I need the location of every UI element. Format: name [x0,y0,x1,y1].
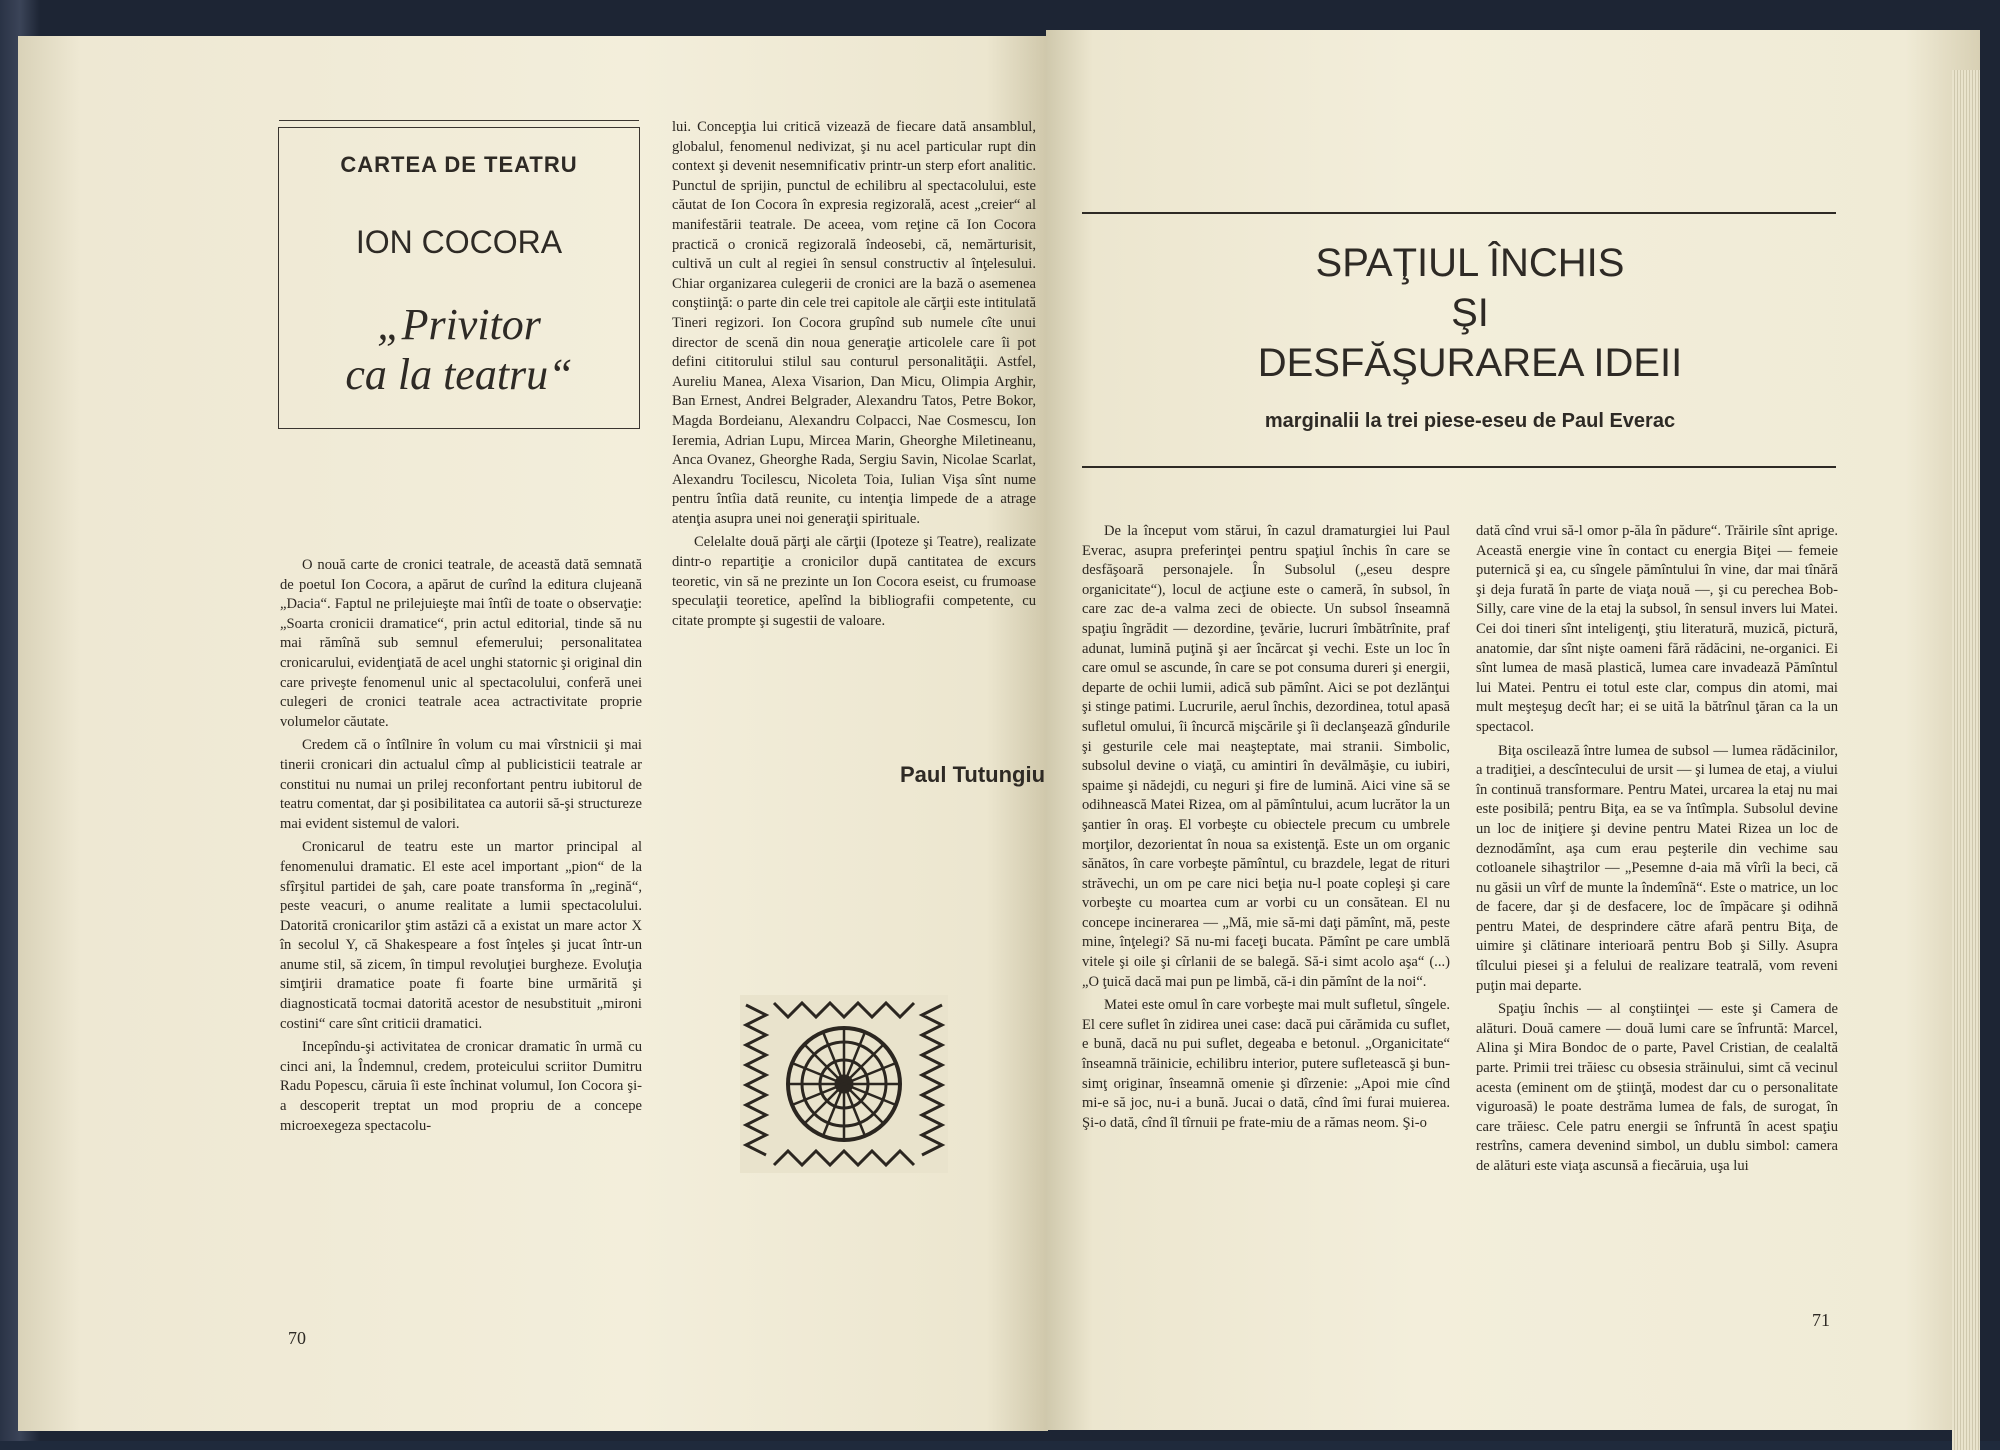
paragraph: Spaţiu închis — al conştiinţei — este şi Camera de alături. Două camere — două lumi care se înfruntă: Marcel, Alina şi Mira Bondoc de o parte, Pavel Cristian, de cealaltă parte. Primii trei trăiesc cu obsesia străinului, simt că vecinul acesta (eminent om de ştiinţă, modest dar cu o personalitate viguroasă) le poate destrăma lumea de fals, de surogat, în care trăiesc. Cele patru energii se înfruntă în acest spaţiu restrîns, camera devenind simbol, un dublu simbol: camera de alături este viaţa ascunsă a fiecăruia, uşa lui [1476,1001,1838,1174]
section-heading: CARTEA DE TEATRU [340,152,578,177]
paragraph: dată cînd vrui să-l omor p-ăla în pădure“. Trăirile sînt aprige. Această energie vine în contact cu energia Biţei — femeie puternică şi ea, cu sîngele pămîntului în vine, dar mai tînără şi deja furată în parte de viaţa nouă —, şi cu perechea Bob-Silly, care vine de la etaj la subsol, în sensul invers lui Matei. Cei doi tineri sînt inteligenţi, ştiu literatură, muzică, pictură, anatomie, dar sînt nişte oameni fără rădăcini, ne-organici. Ei sînt lumea de masă plastică, lumea care invadează Pămîntul lui Matei. Pentru ei totul este clar, compus din atomi, mai mult meşteşug decît har; ei se uită la bătrînul ţăran ca la un spectacol. [1476,523,1838,735]
title-top-rule [1082,212,1836,214]
paragraph: De la început vom stărui, în cazul dramaturgiei lui Paul Everac, asupra preferinţei pentru spaţiul închis în care se desfăşoară personajele. În Subsolul („eseu despre organicitate“), locul de acţiune este o cameră, în subsol, în care zac de-a valma zeci de obiecte. Un subsol înseamnă spaţiu îngrădit — dezordine, ţevărie, lucruri îmbătrînite, praf adunat, lumină puţină şi aer încărcat şi vechi. Este un loc în care omul se ascunde, în care se pot consuma dureri şi energii, departe de ochii lumii, adică sub pămînt. Aici se pot dezlănţui şi stinge patimi. Lucrurile, aerul închis, dezordinea, totul apasă sufletul omului, îi încurcă mişcările şi îi declanşează gîndurile şi gesturile cele mai neaşteptate, mai stranii. Simbolic, subsolul devine o viaţă, cu amintiri în devălmăşie, cu iubiri, spaime şi nădejdi, cu neguri şi fire de lumină. Aici vine să se odihnească Matei Rizea, om al pămîntului, acum lucrător la un şantier în oraş. El vorbeşte cu obiectele precum cu umbrele morţilor, dezorientat în noua sa existenţă. Este un om organic sănătos, în care vorbeşte pămîntul, cu brazdele, legat de rituri străvechi, un om pe care nici beţia nu-l poate copleşi şi care vorbeşte cu moartea cum ar vorbi cu un consătean. El nu concepe incinerarea — „Mă, mie să-mi daţi pămînt, mă, peste mine, înţelegi? Să nu-mi faceţi bucata. Pămînt pe care umblă vitele şi oile şi cîrlanii de se balegă. Să-i simt acolo aşa“ (...) „O ţuică dacă mai pun pe limbă, că-i din pămînt de la noi“. [1082,523,1450,990]
article-title-line-2: ŞI [1451,291,1489,335]
book-title-line-2: ca la teatru“ [345,350,573,399]
book-title-box [278,127,640,429]
title-bottom-rule [1082,466,1836,468]
paragraph: Matei este omul în care vorbeşte mai mult sufletul, sîngele. El cere suflet în zidirea unei case: dacă pui cărămida cu suflet, e bună, dacă nu pui suflet, degeaba e betonul. „Organicitate“ înseamnă trăinicie, echilibru interior, putere sufletească şi bun-simţ originar, înseamnă omenie şi dîrzenie: „Apoi mie cînd mi-e să joc, nu-i a bună. Jucai o dată, cînd îmi furai muierea. Şi-o dată, cînd îl tîrnuii pe frate-miu de a rămas neom. Şi-o [1082,997,1450,1131]
paragraph: Credem că o întîlnire în volum cu mai vîrstnicii şi mai tinerii cronicari din actualul cîmp al publicisticii teatrale ar constitui nu numai un prilej reconfortant pentru iubitorul de teatru comentat, dar şi posibilitatea ca autorii să-şi structureze mai evident sistemul de valori. [280,737,642,832]
left-column-1 [280,556,642,1140]
article-title [1070,238,1870,388]
paragraph: O nouă carte de cronici teatrale, de această dată semnată de poetul Ion Cocora, a apărut de curînd la editura clujeană „Dacia“. Faptul ne prilejuieşte mai întîi de toate o observaţie: „Soarta cronicii dramatice“, prin actul editorial, tinde să nu mai rămînă sub semnul efemerului; personalitatea cronicarului, evidenţiată de acel unghi statornic şi original din care priveşte fenomenul unic al spectacolului, conferă unei culegeri de cronici teatrale acea actractivitate proprie volumelor căutate. [280,557,642,730]
left-column-2 [672,118,1036,635]
page-number-left: 70 [288,1328,306,1348]
right-column-2 [1476,522,1838,1181]
article-title-line-1: SPAŢIUL ÎNCHIS [1315,241,1625,285]
box-top-rule [279,120,639,121]
paragraph: Celelalte două părţi ale cărţii (Ipoteze şi Teatre), realizate dintr-o repartiţie a cronicilor după cantitatea de excurs teoretic, vin să ne prezinte un Ion Cocora eseist, cu frumoase speculaţii teoretice, apelînd la bibliografii competente, cu citate prompte şi sugestii de valoare. [672,534,1036,629]
paragraph: Cronicarul de teatru este un martor principal al fenomenului dramatic. El este acel important „pion“ de la sfîrşitul partidei de şah, care poate transforma în „regină“, peste veacuri, o anume realitate a lumii spectacolului. Datorită cronicarilor ştim astăzi că a existat un mare actor X în secolul Y, că Shakespeare a fost înţeles şi jucat într-un anume stil, să zicem, în timpul revoluţiei burgheze. Evoluţia simţirii dramatice poate fi foarte bine urmărită şi diagnosticată tocmai datorită acestor de nesubstituit „mironi costini“ care sînt criticii dramatici. [280,839,642,1032]
page-edges [1952,70,1980,1450]
paragraph: lui. Concepţia lui critică vizează de fiecare dată ansamblul, globalul, fenomenul nedivizat, şi nu acel particular rupt din context şi devenit nesemnificativ printr-un sterp efort analitic. Punctul de sprijin, punctul de echilibru al spectacolului, este căutat de Ion Cocora în expresia regizorală, acest „creier“ al manifestării teatrale. De aceea, vom reţine că Ion Cocora practică o cronică regizorală îndeosebi, că, nemărturisit, cultivă un cult al regiei în sensul constructiv al înţelesului. Chiar organizarea culegerii de cronici are la bază o asemenea conştiinţă: o parte din cele trei capitole ale cărţii este intitulată Tineri regizori. Ion Cocora grupînd sub numele cîte unui director de scenă din noua generaţie articolele care îi pot defini cititorului stilul sau conturul personalităţii. Astfel, Aureliu Manea, Alexa Visarion, Dan Micu, Olimpia Arghir, Ban Ernest, Andrei Belgrader, Alexandru Tatos, Petre Bokor, Magda Bordeianu, Alexandru Colpacci, Nae Cosmescu, Ion Ieremia, Adrian Lupu, Mircea Marin, Gheorghe Miletineanu, Anca Ovanez, Gheorghe Rada, Sergiu Savin, Nicolae Scarlat, Alexandru Tocilescu, Nicoleta Toia, Iulian Vişa sînt nume pentru întîia dată reunite, cu intenţia limpede de a atrage atenţia asupra unei noi generaţii spirituale. [672,119,1036,527]
author-signature: Paul Tutungiu [900,762,1046,787]
article-title-line-3: DESFĂŞURAREA IDEII [1257,341,1683,385]
article-subtitle: marginalii la trei piese-eseu de Paul Everac [1264,410,1676,432]
book-title [279,300,639,400]
right-column-1 [1082,522,1450,1137]
page-number-right: 71 [1812,1310,1830,1330]
book-author: ION COCORA [355,224,563,260]
ornament-image [740,995,948,1173]
book-title-line-1: „Privitor [377,300,541,349]
paragraph: Incepîndu-şi activitatea de cronicar dramatic în urmă cu cinci ani, la Îndemnul, credem, proteicului scriitor Dumitru Radu Popescu, căruia îi este închinat volumul, Ion Cocora şi-a descoperit treptat un mod propriu de a concepe microexegeza spectacolu- [280,1039,642,1134]
paragraph: Biţa oscilează între lumea de subsol — lumea rădăcinilor, a tradiţiei, a descîntecului de ursit — şi lumea de etaj, a viului în continuă transformare. Pentru Matei, urcarea la etaj nu mai este posibilă; pentru Biţa, ea se va întîmpla. Subsolul devine un loc de iniţiere şi devine pentru Matei Rizea un loc de deznodămînt, aşa cum erau peşterile din vechime sau cotloanele sihaştrilor — „Pesemne d-aia mă vîrîi la beci, că nu găsii un vîrf de munte la îndemînă“. Este o matrice, un loc de facere, dar şi de desfacere, loc de împăcare şi odihnă pentru Matei, de desprindere către afară pentru Biţa, de uimire şi clătinare interioară pentru Bob şi Silly. Asupra tîlcului piesei şi a felului de realizare teatrală, vom reveni puţin mai departe. [1476,742,1838,994]
